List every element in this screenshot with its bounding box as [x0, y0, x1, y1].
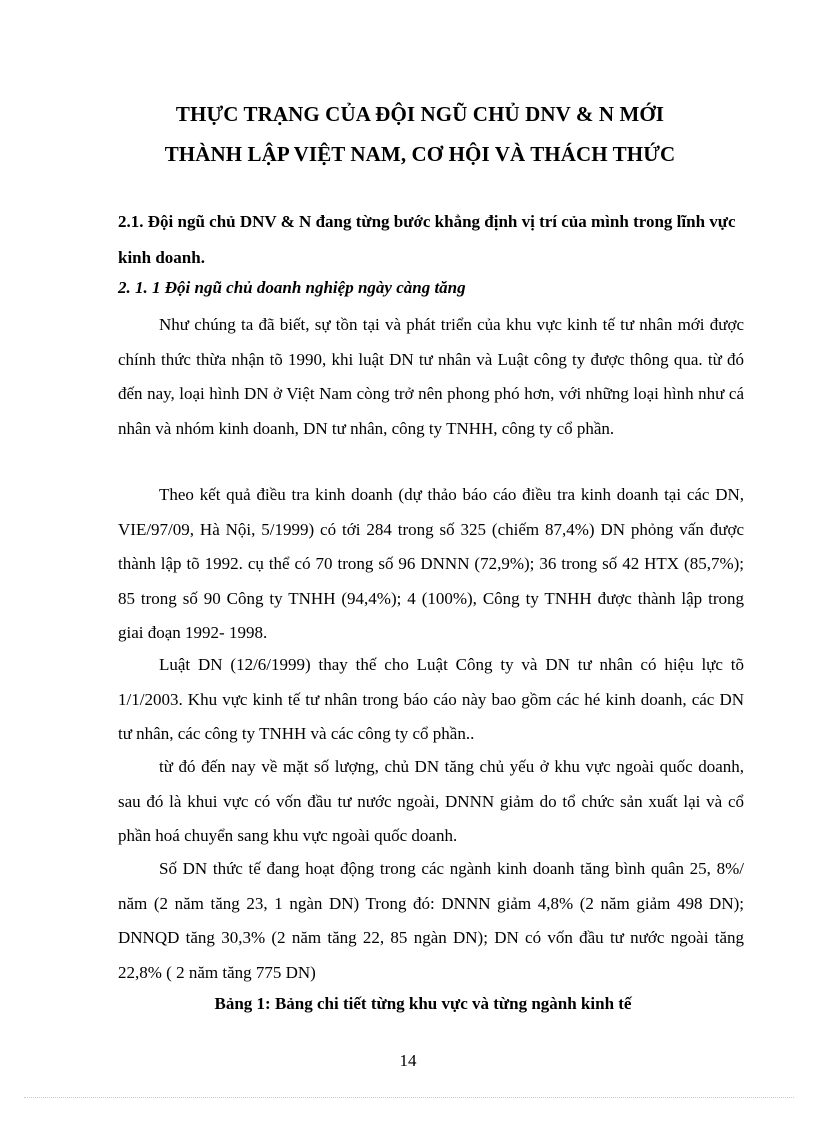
- body-paragraph: Như chúng ta đã biết, sự tồn tại và phát triển của khu vực kinh tế tư nhân mới được chính thức thừa nhận tõ 1990, khi luật DN tư nhân và Luật công ty được thông qua. từ đó đến nay, loại hình DN ở Việt Nam còng trở nên phong phó hơn, với những loại hình như cá nhân và nhóm kinh doanh, DN tư nhân, công ty TNHH, công ty cổ phần.: [118, 315, 744, 438]
- page-number: 14: [399, 1051, 417, 1070]
- body-paragraph: Số DN thức tế đang hoạt động trong các ngành kinh doanh tăng bình quân 25, 8%/ năm (2 năm tăng 23, 1 ngàn DN) Trong đó: DNNN giảm 4,8% (2 năm giảm 498 DN); DNNQD tăng 30,3% (2 năm tăng 22, 85 ngàn DN); DN có vốn đầu tư nước ngoài tăng 22,8% ( 2 năm tăng 775 DN): [118, 859, 744, 982]
- body-paragraph: từ đó đến nay về mặt số lượng, chủ DN tăng chủ yếu ở khu vực ngoài quốc doanh, sau đó là khui vực có vốn đầu tư nước ngoài, DNNN giảm do tổ chức sản xuất lại và cổ phần hoá chuyển sang khu vực ngoài quốc doanh.: [118, 757, 744, 845]
- body-paragraph: Luật DN (12/6/1999) thay thế cho Luật Công ty và DN tư nhân có hiệu lực tõ 1/1/2003. Khu vực kinh tế tư nhân trong báo cáo này bao gồm các hé kinh doanh, các DN tư nhân, các công ty TNHH và các công ty cổ phần..: [118, 655, 744, 743]
- body-paragraph: Theo kết quả điều tra kinh doanh (dự thảo báo cáo điều tra kinh doanh tại các DN, VIE/97/09, Hà Nội, 5/1999) có tới 284 trong số 325 (chiếm 87,4%) DN phỏng vấn được thành lập tõ 1992. cụ thể có 70 trong số 96 DNNN (72,9%); 36 trong số 42 HTX (85,7%); 85 trong số 90 Công ty TNHH (94,4%); 4 (100%), Công ty TNHH được thành lập trong giai đoạn 1992- 1998.: [118, 485, 744, 642]
- subsection-heading: 2. 1. 1 Đội ngũ chủ doanh nghiệp ngày càng tăng: [118, 278, 466, 297]
- section-heading: 2.1. Đội ngũ chủ DNV & N đang từng bước khẳng định vị trí của mình trong lĩnh vực kinh doanh.: [118, 212, 736, 267]
- table-caption: Bảng 1: Bảng chi tiết từng khu vực và từng ngành kinh tế: [214, 994, 632, 1013]
- document-title-line-2: THÀNH LẬP VIỆT NAM, CƠ HỘI VÀ THÁCH THỨC: [164, 142, 676, 166]
- document-title-line-1: THỰC TRẠNG CỦA ĐỘI NGŨ CHỦ DNV & N MỚI: [175, 102, 665, 126]
- page-bottom-divider: [24, 1097, 794, 1098]
